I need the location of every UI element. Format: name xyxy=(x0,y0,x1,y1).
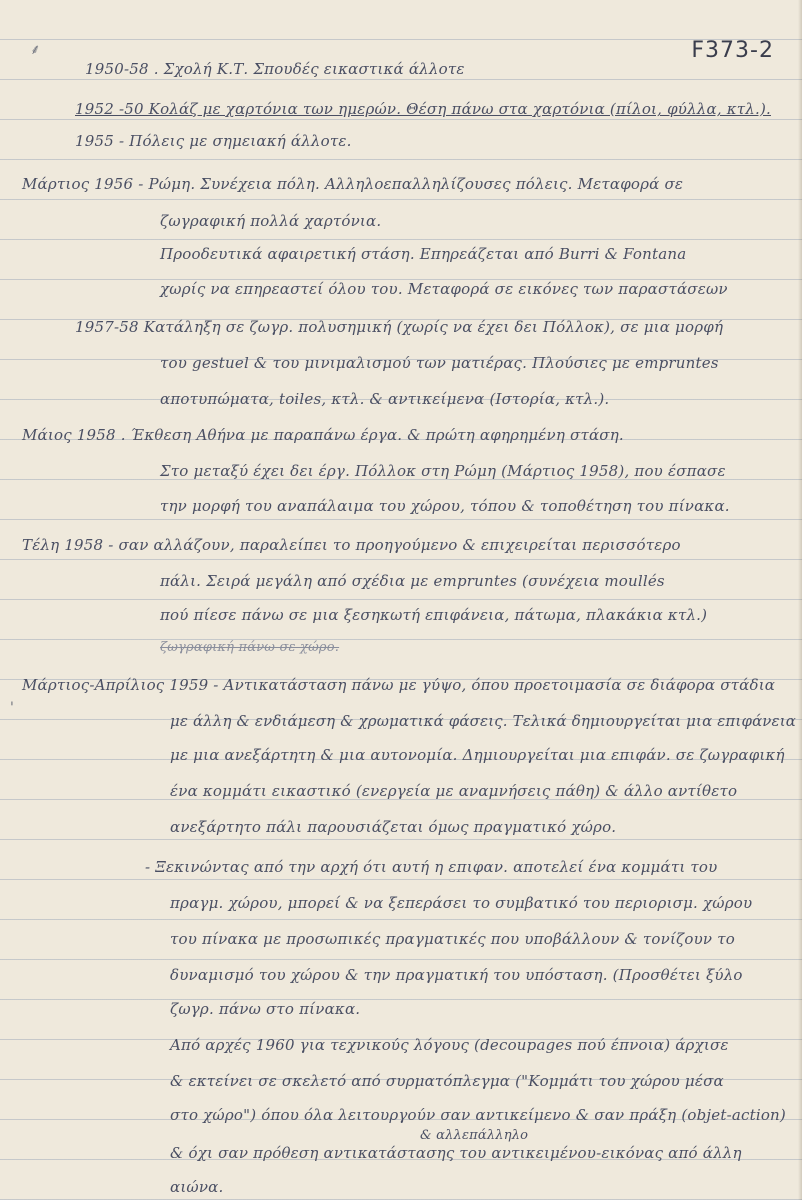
line-26: δυναμισμό του χώρου & την πραγματική του υπόσταση. (Προσθέτει ξύλο xyxy=(170,966,743,984)
line-1: 1950-58 . Σχολή Κ.Τ. Σπουδές εικαστικά άλλοτε xyxy=(85,60,465,78)
line-2: 1952 -50 Κολάζ με χαρτόνια των ημερών. Θέση πάνω στα χαρτόνια (πίλοι, φύλλα, κτλ.). xyxy=(75,100,771,118)
insertion-above: & αλλεπάλληλο xyxy=(420,1128,529,1143)
line-18: Μάρτιος-Απρίλιος 1959 - Αντικατάσταση πάνω με γύψο, όπου προετοιμασία σε διάφορα στάδια xyxy=(22,676,776,694)
line-3: 1955 - Πόλεις με σημειακή άλλοτε. xyxy=(75,132,352,150)
margin-mark: ⸙ xyxy=(30,42,41,58)
line-15: πάλι. Σειρά μεγάλη από σχέδια με empruntes (συνέχεια moullés xyxy=(160,572,665,590)
reference-number: F373-2 xyxy=(691,38,774,63)
line-24: πραγμ. χώρου, μπορεί & να ξεπεράσει το συμβατικό του περιορισμ. χώρου xyxy=(170,894,753,912)
line-4: Μάρτιος 1956 - Ρώμη. Συνέχεια πόλη. Αλληλοεπαλληλίζουσες πόλεις. Μεταφορά σε xyxy=(22,175,684,193)
line-5: ζωγραφική πολλά χαρτόνια. xyxy=(160,212,382,230)
line-21: ένα κομμάτι εικαστικό (ενεργεία με αναμνήσεις πάθη) & άλλο αντίθετο xyxy=(170,782,738,800)
line-32: αιώνα. xyxy=(170,1178,224,1196)
line-17-struck: ζωγραφική πάνω σε χώρο. xyxy=(160,640,340,655)
line-25: του πίνακα με προσωπικές πραγματικές που υποβάλλουν & τονίζουν το xyxy=(170,930,735,948)
line-31: & όχι σαν πρόθεση αντικατάστασης του αντικειμένου-εικόνας από άλλη xyxy=(170,1144,742,1162)
line-6: Προοδευτικά αφαιρετική στάση. Επηρεάζεται από Burri & Fontana xyxy=(160,245,687,263)
line-11: Μάιος 1958 . Έκθεση Αθήνα με παραπάνω έργα. & πρώτη αφηρημένη στάση. xyxy=(22,426,624,444)
line-9: του gestuel & του μινιμαλισμού των ματιέρας. Πλούσιες με empruntes xyxy=(160,354,719,372)
line-20: με μια ανεξάρτητη & μια αυτονομία. Δημιουργείται μια επιφάν. σε ζωγραφική xyxy=(170,746,785,764)
line-12: Στο μεταξύ έχει δει έργ. Πόλλοκ στη Ρώμη (Μάρτιος 1958), που έσπασε xyxy=(160,462,726,480)
line-13: την μορφή του αναπάλαιμα του χώρου, τόπου & τοποθέτηση του πίνακα. xyxy=(160,497,730,515)
line-16: πού πίεσε πάνω σε μια ξεσηκωτή επιφάνεια, πάτωμα, πλακάκια κτλ.) xyxy=(160,606,708,624)
line-22: ανεξάρτητο πάλι παρουσιάζεται όμως πραγματικό χώρο. xyxy=(170,818,617,836)
line-14: Τέλη 1958 - σαν αλλάζουν, παραλείπει το προηγούμενο & επιχειρείται περισσότερο xyxy=(22,536,681,554)
line-30: στο χώρο") όπου όλα λειτουργούν σαν αντικείμενο & σαν πράξη (objet-action) xyxy=(170,1106,786,1124)
page-edge-shadow xyxy=(798,0,802,1200)
margin-tick: ' xyxy=(10,700,14,716)
line-10: αποτυπώματα, toiles, κτλ. & αντικείμενα (Ιστορία, κτλ.). xyxy=(160,390,610,408)
line-8: 1957-58 Κατάληξη σε ζωγρ. πολυσημική (χωρίς να έχει δει Πόλλοκ), σε μια μορφή xyxy=(75,318,724,336)
line-23: - Ξεκινώντας από την αρχή ότι αυτή η επιφαν. αποτελεί ένα κομμάτι του xyxy=(145,858,718,876)
line-19: με άλλη & ενδιάμεση & χρωματικά φάσεις. Τελικά δημιουργείται μια επιφάνεια xyxy=(170,712,797,730)
line-27: ζωγρ. πάνω στο πίνακα. xyxy=(170,1000,361,1018)
line-29: & εκτείνει σε σκελετό από συρματόπλεγμα ("Κομμάτι του χώρου μέσα xyxy=(170,1072,724,1090)
line-28: Από αρχές 1960 για τεχνικούς λόγους (decoupages πού έπνοια) άρχισε xyxy=(170,1036,729,1054)
line-7: χωρίς να επηρεαστεί όλου του. Μεταφορά σε εικόνες των παραστάσεων xyxy=(160,280,728,298)
